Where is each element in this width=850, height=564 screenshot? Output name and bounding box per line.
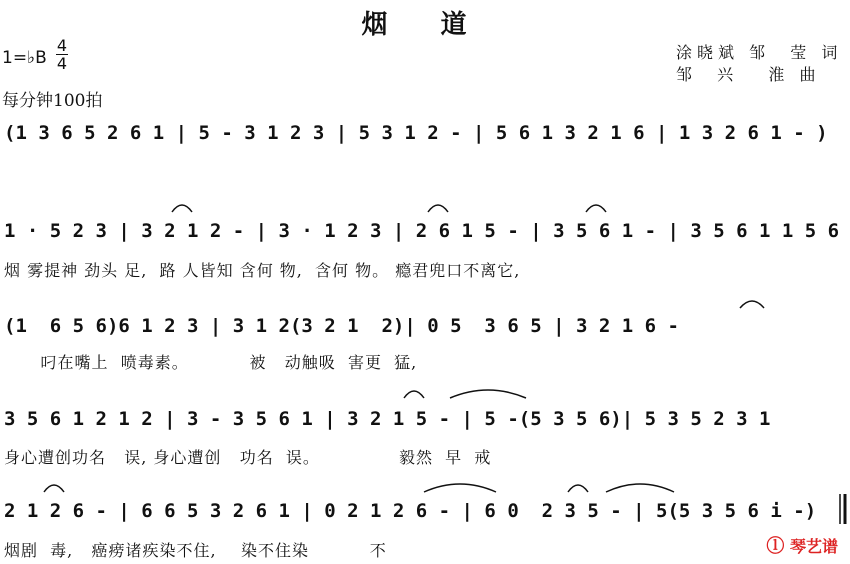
meter-bottom: 4: [56, 54, 68, 73]
slur-line-3: [740, 301, 764, 308]
slur-line-5b: [568, 485, 588, 492]
lyricist-credit: 涂晓斌 邹 莹 词: [676, 43, 843, 62]
slur-line-2b: [428, 205, 448, 212]
notation-line-2: 1 · 5 2 3 | 3 2 1 2 - | 3 · 1 2 3 | 2 6 1 5 - | 3 5 6 1 - | 3 5 6 1 1 5 6: [4, 220, 840, 242]
notation-line-3: (1 6 5 6)6 1 2 3 | 3 1 2(3 2 1 2)| 0 5 3 6 5 | 3 2 1 6 -: [4, 315, 679, 337]
song-title: 烟 道: [361, 10, 489, 40]
logo-icon: ⓛ: [766, 536, 785, 557]
lyric-line-5: 烟剧 毒, 癌痨诸疾染不住, 染不住染 不: [4, 541, 387, 560]
tempo-marking: 每分钟100拍: [2, 91, 103, 111]
composer-credit: 邹 兴 淮 曲: [676, 65, 821, 84]
lyric-line-4: 身心遭创功名 误, 身心遭创 功名 误。 毅然 早 戒: [4, 448, 492, 467]
tie-line-5b: [606, 484, 674, 492]
slur-line-2c: [586, 205, 606, 212]
key-signature: 1=♭B: [2, 48, 47, 68]
notation-line-1: (1 3 6 5 2 6 1 | 5 - 3 1 2 3 | 5 3 1 2 - | 5 6 1 3 2 1 6 | 1 3 2 6 1 - ): [4, 122, 828, 144]
slur-line-5: [44, 485, 64, 492]
site-logo: [766, 532, 838, 558]
slur-line-4: [404, 391, 424, 398]
notation-line-4: 3 5 6 1 2 1 2 | 3 - 3 5 6 1 | 3 2 1 5 - | 5 -(5 3 5 6)| 5 3 5 2 3 1: [4, 408, 771, 430]
meter-top: 4: [56, 36, 68, 55]
tie-line-5: [424, 484, 496, 492]
notation-line-5: 2 1 2 6 - | 6 6 5 3 2 6 1 | 0 2 1 2 6 - | 6 0 2 3 5 - | 5(5 3 5 6 i -): [4, 500, 817, 522]
lyric-line-2: 烟 雾提神 劲头 足, 路 人皆知 含何 物, 含何 物。 瘾君兜口不离它,: [4, 261, 521, 280]
tie-line-4: [450, 390, 526, 398]
slur-line-2: [172, 205, 192, 212]
logo-text: 琴艺谱: [789, 537, 838, 556]
lyric-line-3: 叼在嘴上 喷毒素。 被 动触吸 害更 猛,: [4, 353, 418, 372]
